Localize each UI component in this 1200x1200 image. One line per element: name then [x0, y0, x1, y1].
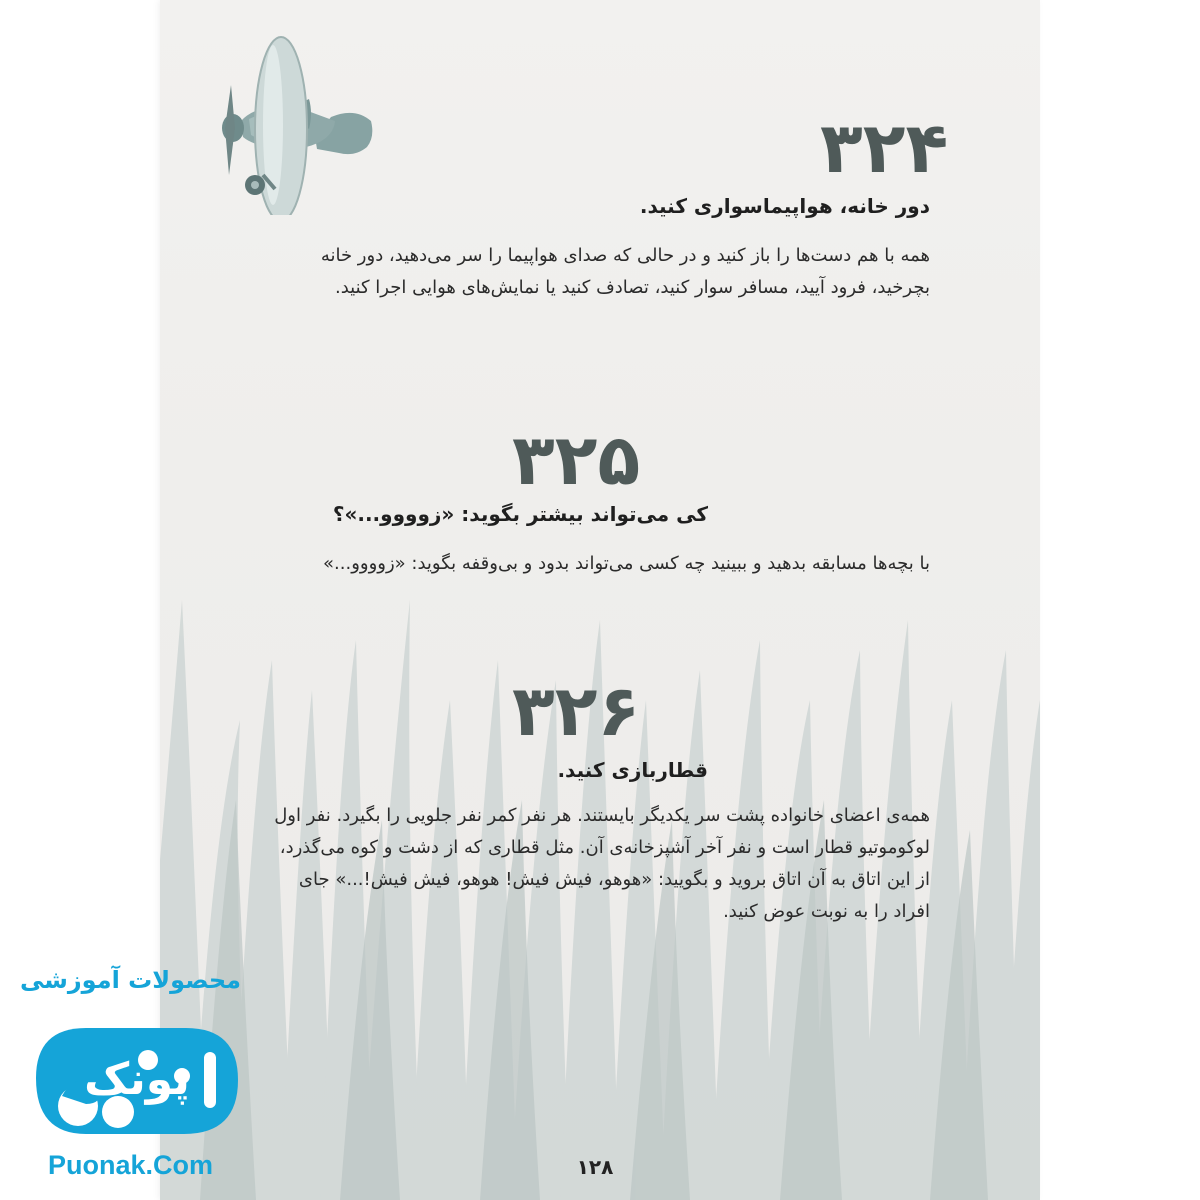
body-line: همه‌ی اعضای خانواده پشت سر یکدیگر بایستند. هر نفر کمر نفر جلویی را بگیرد. نفر اول: [274, 805, 930, 826]
body-line: همه با هم دست‌ها را باز کنید و در حالی که صدای هواپیما را سر می‌دهید، دور خانه: [320, 245, 930, 266]
logo-domain: Puonak.Com: [47, 1150, 214, 1180]
activity-title: قطاربازی کنید.: [557, 758, 708, 782]
body-line: بچرخید، فرود آیید، مسافر سوار کنید، تصادف کنید یا نمایش‌های هوایی اجرا کنید.: [334, 277, 930, 298]
activity-body: [150, 548, 930, 580]
logo-wordmark: پونک: [84, 1054, 190, 1105]
body-line: لوکوموتیو قطار است و نفر آخر آشپزخانه‌ی آن. مثل قطاری که از دشت و کوه می‌گذرد،: [279, 837, 930, 858]
activity-number: ۳۲۴: [820, 107, 949, 189]
page-number: ۱۲۸: [576, 1155, 614, 1179]
body-line: از این اتاق به آن اتاق بروید و بگویید: «هوهو، فیش فیش! هوهو، فیش فیش!...» جای: [298, 869, 930, 890]
airplane-illustration: [205, 25, 405, 215]
puonak-logo: [16, 1008, 256, 1148]
activity-body: [150, 800, 930, 928]
activity-body: [150, 240, 930, 304]
body-line: با بچه‌ها مسابقه بدهید و ببینید چه کسی می‌تواند بدود و بی‌وقفه بگوید: «زوووو...»: [323, 553, 930, 574]
book-page: [160, 0, 1040, 1200]
activity-title: کی می‌تواند بیشتر بگوید: «زوووو...»؟: [332, 502, 708, 526]
activity-number: ۳۲۶: [512, 670, 641, 752]
activity-title: دور خانه، هواپیماسواری کنید.: [639, 194, 930, 218]
logo-caption: محصولات آموزشی: [19, 966, 242, 994]
activity-number: ۳۲۵: [512, 419, 641, 501]
body-line: افراد را به نوبت عوض کنید.: [723, 901, 930, 922]
